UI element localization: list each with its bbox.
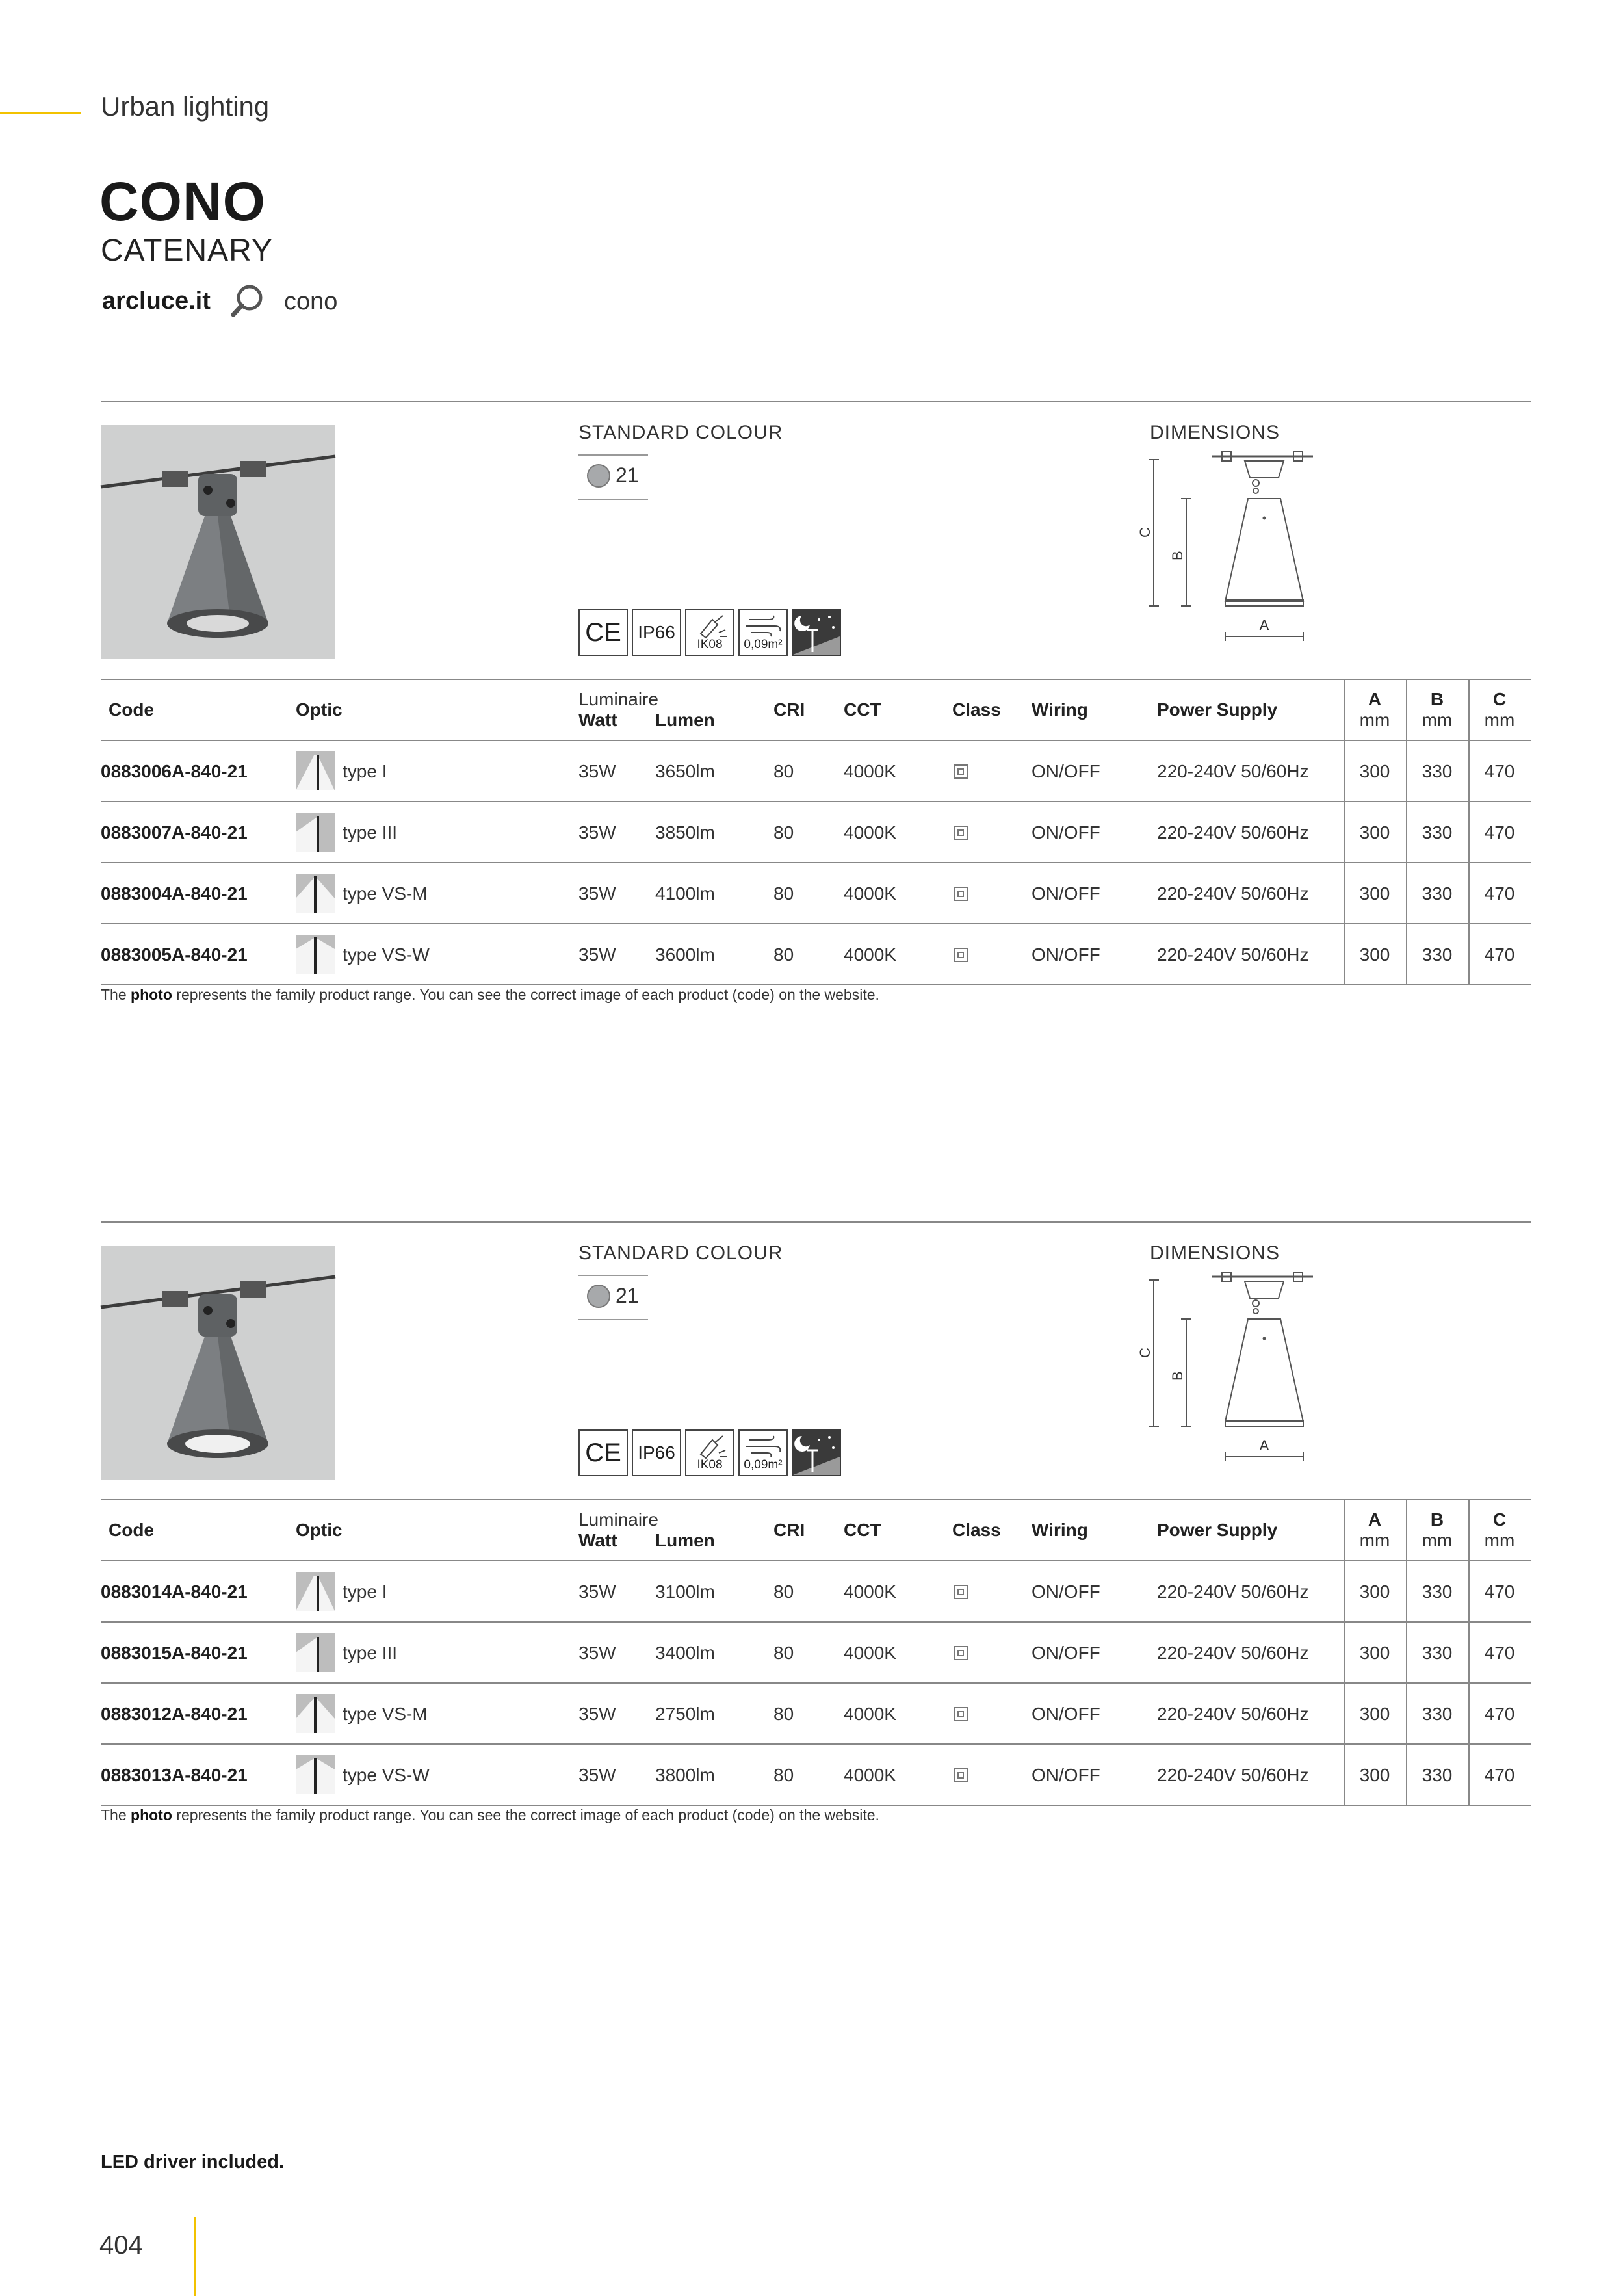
optic-type: type III xyxy=(343,1643,398,1663)
column-separator xyxy=(1406,1499,1407,1805)
dimension-c-value: 470 xyxy=(1484,1704,1515,1724)
dimension-a-value: 300 xyxy=(1359,883,1390,904)
power-supply-value: 220-240V 50/60Hz xyxy=(1157,822,1309,842)
product-name: CONO xyxy=(99,171,266,232)
power-supply-value: 220-240V 50/60Hz xyxy=(1157,1704,1309,1724)
col-header-luminaire: Luminaire xyxy=(578,1509,658,1530)
cct-value: 4000K xyxy=(844,883,896,904)
dimension-a-value: 300 xyxy=(1359,822,1390,842)
product-code: 0883015A-840-21 xyxy=(101,1643,248,1663)
wind-area-icon xyxy=(738,1429,788,1476)
product-code: 0883005A-840-21 xyxy=(101,945,248,965)
product-section-1 xyxy=(101,401,1531,1025)
class-ii-icon xyxy=(954,887,968,901)
product-code: 0883012A-840-21 xyxy=(101,1704,248,1724)
photo-note: The photo represents the family product range. You can see the correct image of each product (code) on the website. xyxy=(101,986,879,1003)
dimension-b-value: 330 xyxy=(1422,1765,1453,1785)
cri-value: 80 xyxy=(773,883,794,904)
power-supply-value: 220-240V 50/60Hz xyxy=(1157,1643,1309,1663)
led-driver-note: LED driver included. xyxy=(101,2152,284,2172)
colour-swatch xyxy=(587,1285,610,1308)
col-header-c-unit: mm xyxy=(1484,1530,1515,1550)
website-link[interactable]: arcluce.it xyxy=(102,287,211,315)
lumen-value: 3100lm xyxy=(655,1582,715,1602)
dimension-c-value: 470 xyxy=(1484,1582,1515,1602)
watt-value: 35W xyxy=(578,1582,616,1602)
cri-value: 80 xyxy=(773,822,794,842)
lumen-value: 3400lm xyxy=(655,1643,715,1663)
column-separator xyxy=(1468,1499,1470,1805)
dim-c-label: C xyxy=(1137,527,1153,538)
col-header-lumen: Lumen xyxy=(655,710,715,730)
optic-distribution-icon xyxy=(296,1694,335,1733)
wiring-value: ON/OFF xyxy=(1032,1582,1100,1602)
column-separator xyxy=(1344,679,1345,984)
ik-rating-icon xyxy=(685,1429,734,1476)
col-header-luminaire: Luminaire xyxy=(578,689,658,709)
ip-rating-badge: IP66 xyxy=(632,609,681,656)
dimension-c-value: 470 xyxy=(1484,945,1515,965)
table-row xyxy=(101,1621,1531,1684)
class-ii-icon xyxy=(954,826,968,840)
dim-a-label: A xyxy=(1259,1437,1269,1454)
optic-type: type VS-W xyxy=(343,945,430,965)
optic-distribution-icon xyxy=(296,874,335,913)
ce-mark-icon: CE xyxy=(578,1429,628,1476)
colour-swatch-box xyxy=(578,1275,648,1320)
col-header-b-unit: mm xyxy=(1422,1530,1453,1550)
wiring-value: ON/OFF xyxy=(1032,1643,1100,1663)
power-supply-value: 220-240V 50/60Hz xyxy=(1157,761,1309,781)
ik-rating-label: IK08 xyxy=(697,1458,723,1472)
search-icon xyxy=(227,282,266,321)
col-header-optic: Optic xyxy=(296,699,343,720)
dim-c-label: C xyxy=(1137,1348,1153,1358)
dimensions-title: DIMENSIONS xyxy=(1150,422,1280,443)
lumen-value: 2750lm xyxy=(655,1704,715,1724)
col-header-b-unit: mm xyxy=(1422,710,1453,730)
col-header-b: B xyxy=(1430,689,1444,709)
optic-distribution-icon xyxy=(296,935,335,974)
class-ii-icon xyxy=(954,1646,968,1660)
col-header-class: Class xyxy=(952,1520,1001,1540)
cct-value: 4000K xyxy=(844,1765,896,1785)
dimension-b-value: 330 xyxy=(1422,761,1453,781)
wind-area-icon xyxy=(738,609,788,656)
col-header-c: C xyxy=(1492,1509,1507,1530)
col-header-code: Code xyxy=(109,1520,154,1540)
dimension-a-value: 300 xyxy=(1359,1704,1390,1724)
column-separator xyxy=(1406,679,1407,984)
wiring-value: ON/OFF xyxy=(1032,1704,1100,1724)
colour-code: 21 xyxy=(616,463,639,487)
power-supply-value: 220-240V 50/60Hz xyxy=(1157,883,1309,904)
watt-value: 35W xyxy=(578,1704,616,1724)
standard-colour-title: STANDARD COLOUR xyxy=(578,422,783,443)
col-header-wiring: Wiring xyxy=(1032,699,1088,720)
col-header-c: C xyxy=(1492,689,1507,709)
header-accent-line xyxy=(0,112,81,114)
cct-value: 4000K xyxy=(844,761,896,781)
cri-value: 80 xyxy=(773,1582,794,1602)
dimensions-drawing xyxy=(1137,447,1362,661)
cct-value: 4000K xyxy=(844,1582,896,1602)
col-header-watt: Watt xyxy=(578,1530,617,1550)
colour-swatch xyxy=(587,464,610,488)
class-ii-icon xyxy=(954,1768,968,1782)
watt-value: 35W xyxy=(578,822,616,842)
dimension-c-value: 470 xyxy=(1484,883,1515,904)
watt-value: 35W xyxy=(578,1765,616,1785)
ip-rating-badge: IP66 xyxy=(632,1429,681,1476)
photo-note: The photo represents the family product range. You can see the correct image of each product (code) on the website. xyxy=(101,1807,879,1823)
table-row xyxy=(101,923,1531,985)
wind-area-label: 0,09m² xyxy=(744,1458,783,1472)
watt-value: 35W xyxy=(578,761,616,781)
dim-a-label: A xyxy=(1259,617,1269,633)
optic-distribution-icon xyxy=(296,751,335,790)
optic-distribution-icon xyxy=(296,1633,335,1672)
wiring-value: ON/OFF xyxy=(1032,1765,1100,1785)
dimension-b-value: 330 xyxy=(1422,1582,1453,1602)
section-label: Urban lighting xyxy=(101,91,270,122)
table-row xyxy=(101,1560,1531,1623)
col-header-a: A xyxy=(1368,1509,1382,1530)
product-photo xyxy=(101,425,335,659)
optic-distribution-icon xyxy=(296,1755,335,1794)
product-code: 0883007A-840-21 xyxy=(101,822,248,842)
optic-type: type III xyxy=(343,822,398,842)
watt-value: 35W xyxy=(578,883,616,904)
dimension-b-value: 330 xyxy=(1422,945,1453,965)
lumen-value: 3650lm xyxy=(655,761,715,781)
dimension-b-value: 330 xyxy=(1422,1643,1453,1663)
power-supply-value: 220-240V 50/60Hz xyxy=(1157,945,1309,965)
page-number: 404 xyxy=(99,2231,143,2260)
watt-value: 35W xyxy=(578,945,616,965)
table-bottom-rule xyxy=(101,1805,1531,1806)
power-supply-value: 220-240V 50/60Hz xyxy=(1157,1765,1309,1785)
col-header-cct: CCT xyxy=(844,699,881,720)
cct-value: 4000K xyxy=(844,945,896,965)
night-lighting-icon xyxy=(792,609,841,656)
col-header-wiring: Wiring xyxy=(1032,1520,1088,1540)
cri-value: 80 xyxy=(773,1643,794,1663)
search-term: cono xyxy=(284,288,338,315)
colour-swatch-box xyxy=(578,454,648,500)
lumen-value: 4100lm xyxy=(655,883,715,904)
col-header-power-supply: Power Supply xyxy=(1157,1520,1278,1540)
dimension-c-value: 470 xyxy=(1484,1643,1515,1663)
dimension-a-value: 300 xyxy=(1359,1765,1390,1785)
col-header-a-unit: mm xyxy=(1359,710,1390,730)
lumen-value: 3850lm xyxy=(655,822,715,842)
optic-distribution-icon xyxy=(296,813,335,852)
col-header-cri: CRI xyxy=(773,699,805,720)
class-ii-icon xyxy=(954,1585,968,1599)
col-header-lumen: Lumen xyxy=(655,1530,715,1550)
dimension-c-value: 470 xyxy=(1484,822,1515,842)
colour-code: 21 xyxy=(616,1284,639,1307)
cri-value: 80 xyxy=(773,761,794,781)
power-supply-value: 220-240V 50/60Hz xyxy=(1157,1582,1309,1602)
col-header-cct: CCT xyxy=(844,1520,881,1540)
product-code: 0883013A-840-21 xyxy=(101,1765,248,1785)
dimension-b-value: 330 xyxy=(1422,822,1453,842)
optic-type: type VS-M xyxy=(343,883,428,904)
col-header-power-supply: Power Supply xyxy=(1157,699,1278,720)
col-header-watt: Watt xyxy=(578,710,617,730)
lumen-value: 3600lm xyxy=(655,945,715,965)
table-row xyxy=(101,1743,1531,1806)
class-ii-icon xyxy=(954,1707,968,1721)
cri-value: 80 xyxy=(773,945,794,965)
optic-type: type I xyxy=(343,761,387,781)
table-bottom-rule xyxy=(101,984,1531,985)
cct-value: 4000K xyxy=(844,822,896,842)
column-separator xyxy=(1344,1499,1345,1805)
dimension-a-value: 300 xyxy=(1359,761,1390,781)
wiring-value: ON/OFF xyxy=(1032,761,1100,781)
dimension-c-value: 470 xyxy=(1484,1765,1515,1785)
ce-mark-icon: CE xyxy=(578,609,628,656)
ik-rating-label: IK08 xyxy=(697,638,723,651)
lumen-value: 3800lm xyxy=(655,1765,715,1785)
product-code: 0883014A-840-21 xyxy=(101,1582,248,1602)
class-ii-icon xyxy=(954,948,968,962)
cri-value: 80 xyxy=(773,1765,794,1785)
ik-rating-icon xyxy=(685,609,734,656)
optic-type: type VS-M xyxy=(343,1704,428,1724)
dim-b-label: B xyxy=(1169,551,1186,560)
column-separator xyxy=(1468,679,1470,984)
section-divider xyxy=(101,1221,1531,1223)
dimension-a-value: 300 xyxy=(1359,945,1390,965)
section-divider xyxy=(101,401,1531,402)
optic-distribution-icon xyxy=(296,1572,335,1611)
optic-type: type I xyxy=(343,1582,387,1602)
product-subtitle: CATENARY xyxy=(101,233,273,268)
table-header-row xyxy=(101,679,1531,741)
dimension-a-value: 300 xyxy=(1359,1582,1390,1602)
class-ii-icon xyxy=(954,764,968,779)
dim-b-label: B xyxy=(1169,1371,1186,1381)
col-header-code: Code xyxy=(109,699,154,720)
col-header-a: A xyxy=(1368,689,1382,709)
col-header-a-unit: mm xyxy=(1359,1530,1390,1550)
table-row xyxy=(101,740,1531,802)
footer-accent-line xyxy=(194,2217,196,2296)
product-code: 0883006A-840-21 xyxy=(101,761,248,781)
col-header-c-unit: mm xyxy=(1484,710,1515,730)
dimension-c-value: 470 xyxy=(1484,761,1515,781)
table-row xyxy=(101,801,1531,863)
cct-value: 4000K xyxy=(844,1643,896,1663)
product-code: 0883004A-840-21 xyxy=(101,883,248,904)
table-row xyxy=(101,862,1531,924)
optic-type: type VS-W xyxy=(343,1765,430,1785)
col-header-cri: CRI xyxy=(773,1520,805,1540)
table-row xyxy=(101,1682,1531,1745)
dimensions-drawing xyxy=(1137,1267,1362,1481)
dimension-b-value: 330 xyxy=(1422,1704,1453,1724)
col-header-optic: Optic xyxy=(296,1520,343,1540)
wiring-value: ON/OFF xyxy=(1032,822,1100,842)
dimension-a-value: 300 xyxy=(1359,1643,1390,1663)
product-photo xyxy=(101,1246,335,1480)
product-section-2 xyxy=(101,1221,1531,1846)
cri-value: 80 xyxy=(773,1704,794,1724)
col-header-b: B xyxy=(1430,1509,1444,1530)
wiring-value: ON/OFF xyxy=(1032,883,1100,904)
wiring-value: ON/OFF xyxy=(1032,945,1100,965)
col-header-class: Class xyxy=(952,699,1001,720)
cct-value: 4000K xyxy=(844,1704,896,1724)
night-lighting-icon xyxy=(792,1429,841,1476)
dimensions-title: DIMENSIONS xyxy=(1150,1242,1280,1264)
standard-colour-title: STANDARD COLOUR xyxy=(578,1242,783,1264)
dimension-b-value: 330 xyxy=(1422,883,1453,904)
wind-area-label: 0,09m² xyxy=(744,638,783,651)
table-header-row xyxy=(101,1499,1531,1561)
watt-value: 35W xyxy=(578,1643,616,1663)
